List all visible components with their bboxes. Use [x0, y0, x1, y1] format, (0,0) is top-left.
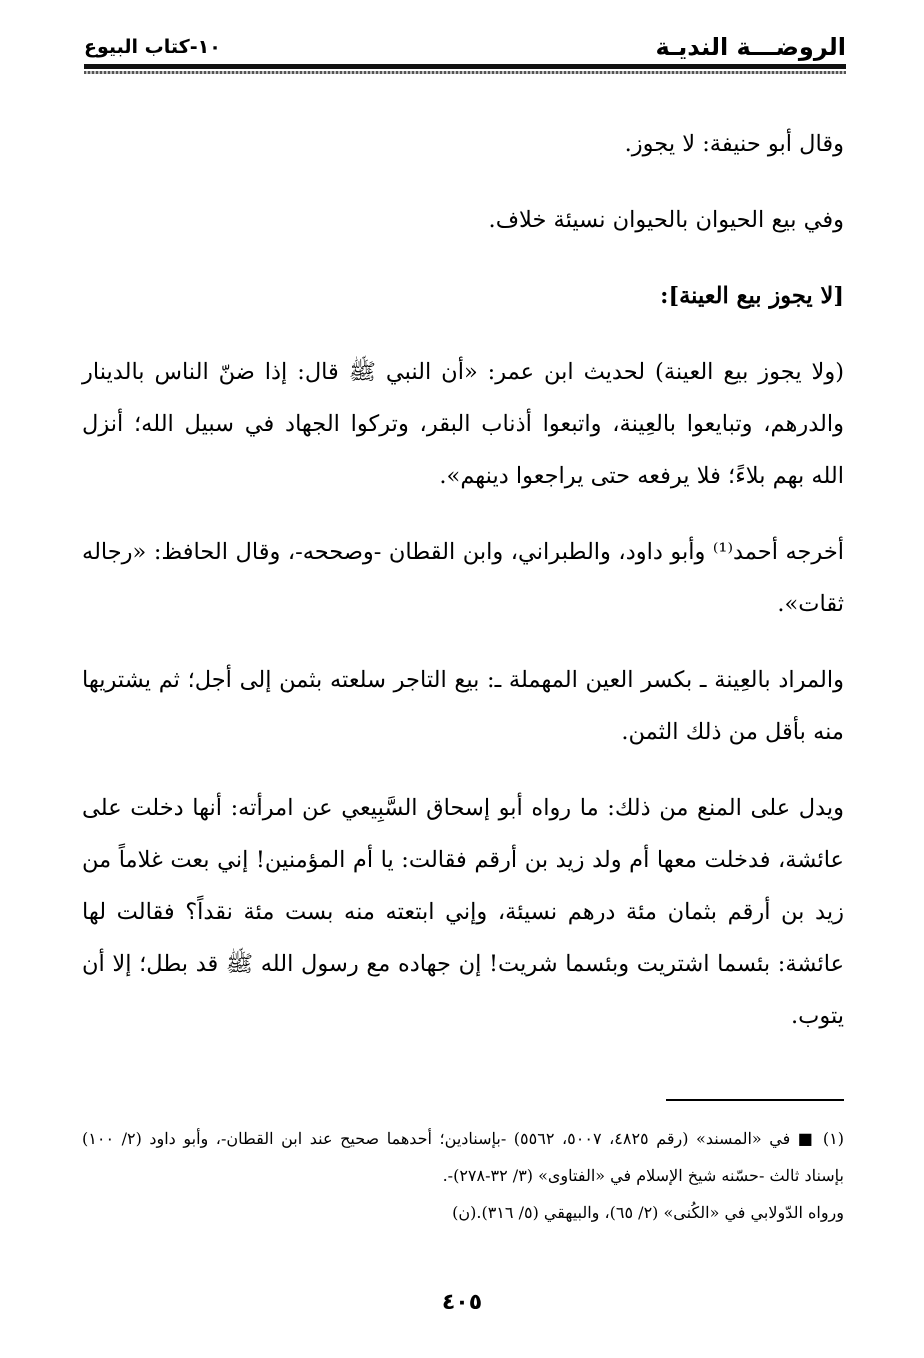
- paragraph: وقال أبو حنيفة: لا يجوز.: [624, 131, 844, 157]
- chapter-title: ١٠-كتاب البيوع: [84, 36, 221, 58]
- section-heading: [لا يجوز بيع العينة]:: [660, 283, 844, 309]
- header-rule-thin: [84, 71, 846, 74]
- paragraph: والمراد بالعِينة ـ بكسر العين المهملة ـ: بيع التاجر سلعته بثمن إلى أجل؛ ثم يشتريها منه بأقل من ذلك الثمن.: [82, 667, 844, 745]
- paragraph: (ولا يجوز بيع العينة) لحديث ابن عمر: «أن النبي ﷺ قال: إذا ضنّ الناس بالدينار والدرهم، وتبايعوا بالعِينة، واتبعوا أذناب البقر، وتركوا الجهاد في سبيل الله؛ أنزل الله بهم بلاءً؛ فلا يرفعه حتى يراجعوا دينهم».: [82, 359, 844, 489]
- book-title: الروضـــة النديـة: [655, 33, 846, 61]
- page-number: ٤٠٥: [441, 1290, 483, 1315]
- footnote: (١) ■ في «المسند» (رقم ٤٨٢٥، ٥٠٠٧، ٥٥٦٢) -بإسنادين؛ أحدهما صحيح عند ابن القطان-، وأبو داود (٢/ ١٠٠) بإسناد ثالث -حسّنه شيخ الإسلام في «الفتاوى» (٣/ ٣٢-٢٧٨)-.: [82, 1129, 845, 1185]
- header-rule-thick: [84, 64, 846, 69]
- main-text: [82, 118, 844, 1042]
- footnote-separator: [666, 1099, 844, 1101]
- paragraph: أخرجه أحمد⁽¹⁾ وأبو داود، والطبراني، وابن القطان -وصححه-، وقال الحافظ: «رجاله ثقات».: [82, 539, 844, 617]
- paragraph: وفي بيع الحيوان بالحيوان نسيئة خلاف.: [488, 207, 844, 233]
- running-header: [84, 30, 846, 64]
- paragraph: ويدل على المنع من ذلك: ما رواه أبو إسحاق السَّبِيعي عن امرأته: أنها دخلت على عائشة، فدخلت معها أم ولد زيد بن أرقم فقالت: يا أم المؤمنين! إني بعت غلاماً من زيد بن أرقم بثمان مئة درهم نسيئة، وإني ابتعته منه بست مئة نقداً؟ فقالت لها عائشة: بئسما اشتريت وبئسما شريت! إن جهاده مع رسول الله ﷺ قد بطل؛ إلا أن يتوب.: [82, 795, 844, 1029]
- footnote-continuation: ورواه الدّولابي في «الكُنى» (٢/ ٦٥)، والبيهقي (٥/ ٣١٦).(ن): [452, 1203, 844, 1222]
- footnotes: [82, 1120, 844, 1231]
